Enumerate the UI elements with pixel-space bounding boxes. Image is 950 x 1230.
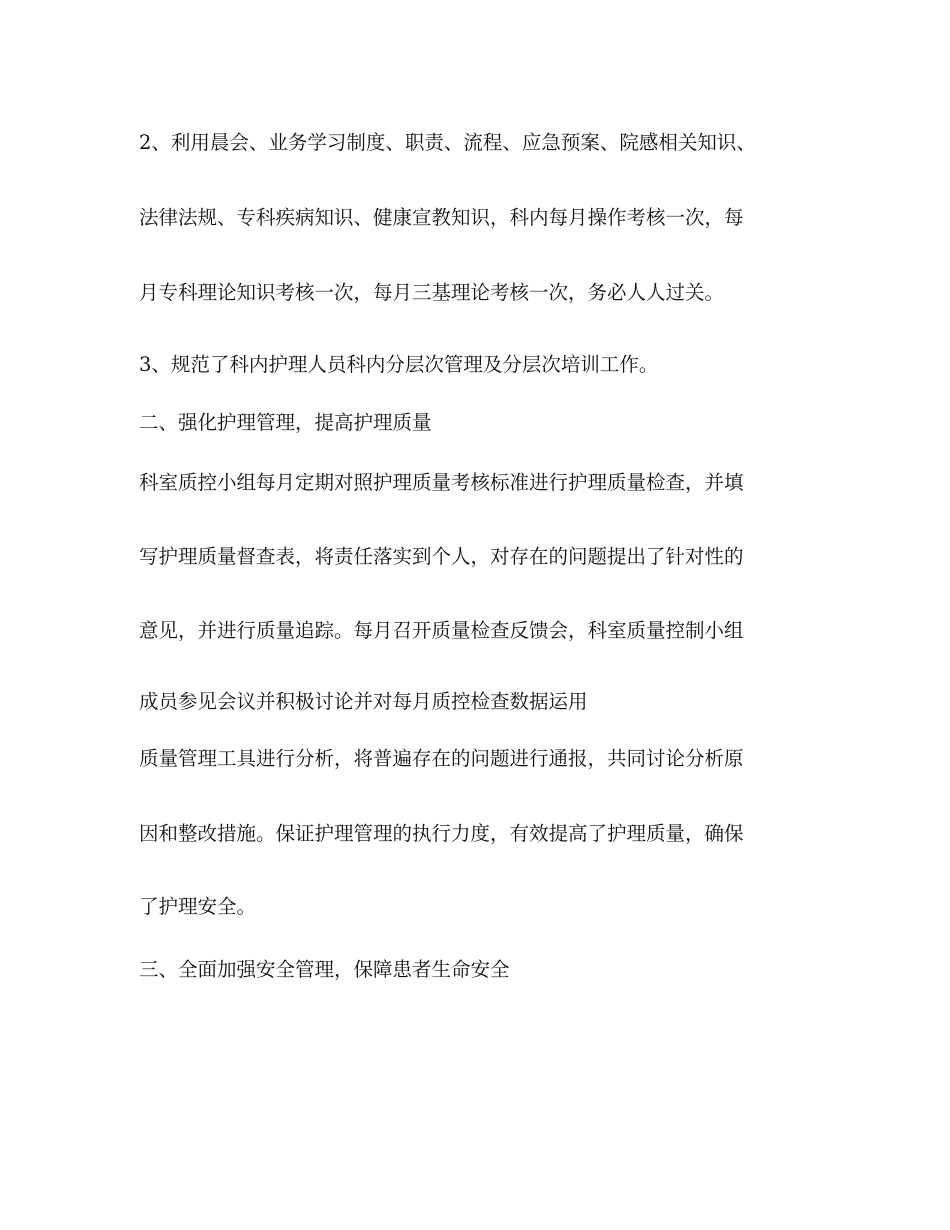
paragraph-line: 法律法规、专科疾病知识、健康宣教知识，科内每月操作考核一次，每: [139, 206, 744, 229]
paragraph-line: 质量管理工具进行分析，将普遍存在的问题进行通报，共同讨论分析原: [139, 747, 744, 770]
paragraph-line: 了护理安全。: [139, 895, 257, 918]
paragraph-line: 写护理质量督查表，将责任落实到个人，对存在的问题提出了针对性的: [139, 545, 744, 568]
paragraph-line: 因和整改措施。保证护理管理的执行力度，有效提高了护理质量，确保: [139, 822, 744, 845]
paragraph-line: 成员参见会议并积极讨论并对每月质控检查数据运用: [139, 690, 588, 713]
paragraph-line: 3、规范了科内护理人员科内分层次管理及分层次培训工作。: [139, 353, 659, 376]
paragraph-line: 月专科理论知识考核一次，每月三基理论考核一次，务必人人过关。: [139, 281, 725, 304]
paragraph-line: 科室质控小组每月定期对照护理质量考核标准进行护理质量检查，并填: [139, 471, 744, 494]
paragraph-line: 意见，并进行质量追踪。每月召开质量检查反馈会，科室质量控制小组: [139, 619, 744, 642]
section-heading: 二、强化护理管理，提高护理质量: [139, 411, 432, 434]
paragraph-line: 2、利用晨会、业务学习制度、职责、流程、应急预案、院感相关知识、: [139, 131, 756, 154]
section-heading: 三、全面加强安全管理，保障患者生命安全: [139, 958, 510, 981]
